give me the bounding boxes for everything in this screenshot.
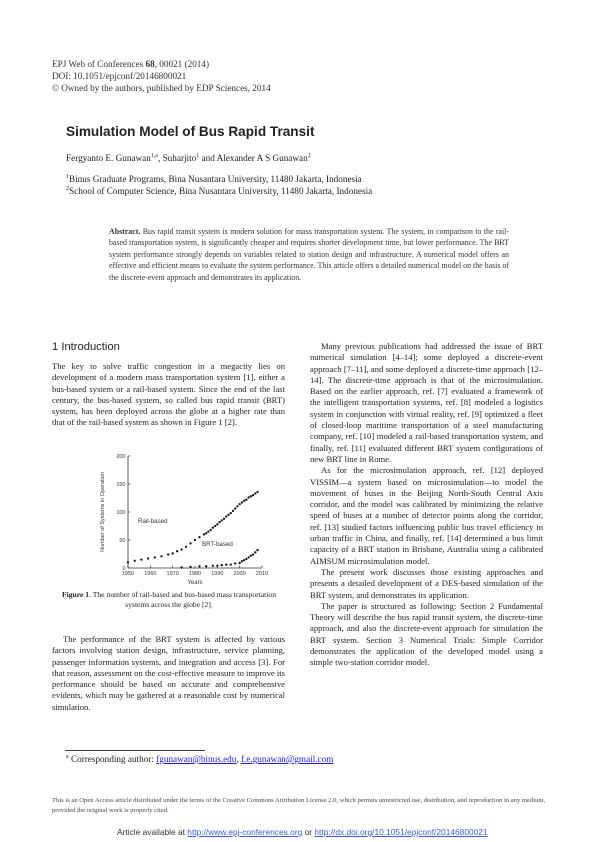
brt-based-point: [189, 566, 191, 568]
license-notice: This is an Open Access article distributed under the terms of the Creative Commons Attribution License 2.0, which permits unrestricted use, distribution, and reproduction in any medium, provided the original work is properly cited.: [52, 797, 546, 815]
x-tick-label: 1970: [166, 571, 179, 577]
rail-based-point: [245, 499, 247, 501]
footnote-rule: [65, 750, 205, 751]
brt-based-point: [239, 562, 241, 564]
brt-based-point: [241, 560, 243, 562]
brt-based-point: [212, 565, 214, 567]
doi-url-link[interactable]: http://dx.doi.org/10.1051/epjconf/20146800021: [314, 827, 488, 837]
rail-based-point: [147, 557, 149, 559]
article-footer: Article available at http://www.epj-conferences.org or http://dx.doi.org/10.1051/epjconf/20146800021: [117, 827, 488, 837]
rail-based-point: [221, 519, 223, 521]
rail-based-point: [252, 494, 254, 496]
running-header: [52, 58, 271, 94]
rail-based-point: [194, 539, 196, 541]
journal-url-link[interactable]: http://www.epj-conferences.org: [187, 827, 303, 837]
brt-based-point: [250, 555, 252, 557]
intro-paragraph-1: The key to solve traffic congestion in a megacity lies on development of a modern mass transportation system [1], either a bus-based system or a rail-based system. Since the end of the last century, the bus-based system, so called bus rapid transit (BRT) system, has been deployed across the globe at a higher rate than that of the rail-based system as shown in Figure 1 [2].: [52, 361, 285, 428]
y-axis-label: Number of Systems in Operation: [100, 472, 106, 552]
brt-based-point: [243, 559, 245, 561]
figure-1-caption: Figure 1. The number of rail-based and bus-based mass transportation systems across the globe [2].: [62, 590, 276, 609]
brt-based-point: [234, 562, 236, 564]
y-tick-label: 200: [116, 454, 126, 460]
brt-based-point: [180, 566, 182, 568]
footnote: $^a$ Corresponding author: fgunawan@binus.edu, f.e.gunawan@gmail.com: [66, 754, 334, 764]
figure-1-chart: [92, 450, 277, 586]
rail-based-point: [232, 510, 234, 512]
rail-based-point: [127, 561, 129, 563]
rail-based-point: [234, 507, 236, 509]
x-tick-label: 2000: [233, 571, 246, 577]
intro-paragraph-2: The performance of the BRT system is affected by various factors involving station design, infrastructure, service planning, passenger information systems, and integration and access [3]. For that reason, assessment on the cost-effective measure to improve its performance should be based on accurate and comprehensive evidents, which may be gathered at a reasonable cost by numerical simulation.: [52, 634, 285, 712]
paper-title: Simulation Model of Bus Rapid Transit: [66, 124, 315, 139]
journal-line: EPJ Web of Conferences 68, 00021 (2014): [52, 59, 210, 69]
rail-based-point: [256, 491, 258, 493]
rail-based-point: [216, 523, 218, 525]
rail-based-point: [254, 492, 256, 494]
rail-based-point: [227, 514, 229, 516]
doi-line: DOI: 10.1051/epjconf/20146800021: [52, 71, 187, 81]
rail-based-point: [212, 527, 214, 529]
rail-based-point: [180, 548, 182, 550]
rail-based-point: [160, 555, 162, 557]
annotation-rail-based: Rail-based: [138, 518, 168, 525]
abstract: Abstract. Bus rapid transit system is modern solution for mass transportation system. The system, in comparison to the rail-based transportation system, is significantly cheaper and requires shorter development time, but lower performance. The BRT system performance strongly depends on variables related to station design and infrastructure. A numerical model offers an effective and efficient means to evaluate the system performance. This article offers a detailed numerical model on the basis of the discrete-event approach and demonstrates its application.: [109, 227, 509, 282]
rail-based-point: [241, 501, 243, 503]
rail-based-point: [207, 530, 209, 532]
rail-based-point: [185, 546, 187, 548]
annotation-brt-based: BRT-based: [202, 541, 233, 548]
right-paragraph-2: As for the microsimulation approach, ref. [12] deployed VISSIM—a system based on microsimulation—to model the movement of buses in the Beijing North-South Central Axis corridor, and the model was calibrated by minimizing the relative speed of buses at a number of detector points along the corridor, ref. [13] studied factors influencing public bus travel efficiency in urban traffic in China, and finally, ref. [14] determined a bus limit capacity of a BRT station in Brisbane, Australia using a calibrated AIMSUM microsimulation model.: [310, 465, 543, 566]
rail-based-point: [203, 533, 205, 535]
brt-based-point: [252, 553, 254, 555]
rail-based-point: [172, 552, 174, 554]
rail-based-point: [140, 558, 142, 560]
brt-based-point: [256, 549, 258, 551]
rail-based-point: [209, 529, 211, 531]
x-tick-label: 2010: [255, 571, 269, 577]
rail-based-point: [205, 532, 207, 534]
brt-based-point: [247, 556, 249, 558]
rail-based-point: [218, 521, 220, 523]
rail-based-point: [214, 525, 216, 527]
email-link-1[interactable]: fgunawan@binus.edu: [156, 754, 237, 764]
rail-based-point: [176, 550, 178, 552]
x-tick-label: 1950: [121, 571, 135, 577]
brt-based-point: [245, 558, 247, 560]
y-tick-label: 150: [116, 482, 126, 488]
brt-based-point: [254, 551, 256, 553]
rail-based-point: [230, 512, 232, 514]
x-tick-label: 1990: [211, 571, 224, 577]
rail-based-point: [225, 515, 227, 517]
brt-based-point: [225, 563, 227, 565]
rail-based-point: [154, 556, 156, 558]
brt-based-point: [230, 563, 232, 565]
x-axis-label: Years: [187, 580, 203, 586]
brt-based-point: [205, 565, 207, 567]
right-paragraph-3: The present work discusses those existing approaches and presents a detailed development of a DES-based simulation of the BRT system, and demonstrates its application.: [310, 566, 543, 600]
affiliation-2: $^2$School of Computer Science, Bina Nusantara University, 11480 Jakarta, Indonesia: [66, 186, 373, 196]
brt-based-point: [221, 564, 223, 566]
section-heading-introduction: 1 Introduction: [52, 341, 120, 353]
affiliation-1: $^1$Binus Graduate Programs, Bina Nusantara University, 11480 Jakarta, Indonesia: [66, 174, 362, 184]
rail-based-point: [167, 553, 169, 555]
email-link-2[interactable]: f.e.gunawan@gmail.com: [240, 754, 334, 764]
rail-based-point: [223, 518, 225, 520]
y-tick-label: 0: [122, 566, 126, 572]
right-paragraph-4: The paper is structured as following: Section 2 Fundamental Theory will describe the bus rapid transit system, the discrete-time approach, and also the discrete-event approach for simulation the BRT system. Section 3 Numerical Trials: Simple Corridor demonstrates the application of the developed model using a simple two-station corridor model.: [310, 600, 543, 668]
right-column-text: [310, 341, 543, 669]
right-paragraph-1: Many previous publications had addressed the issue of BRT numerical simulation [4–14]; some deployed a discrete-event approach [7–11], and some deployed a discrete-time approach [12–14]. The discrete-time approach is that of the microsimulation. Based on the earlier approach, ref. [7] evaluated a framework of the intelligent transportation systems, ref. [8] modeled a logistics system in conjunction with virtual reality, ref. [9] optimized a fleet of closed-loop maritime transportation of a steel manufacturing company, ref. [10] modeled a rail-based transportation system, and finally, ref. [11] evaluated different BRT system configurations of new BRT line in Rome.: [310, 341, 543, 464]
rail-based-point: [134, 560, 136, 562]
copyright-line: © Owned by the authors, published by EDP Sciences, 2014: [52, 83, 271, 93]
brt-based-point: [198, 565, 200, 567]
rail-based-point: [189, 542, 191, 544]
x-tick-label: 1980: [188, 571, 202, 577]
brt-based-point: [216, 565, 218, 567]
y-tick-label: 50: [119, 538, 126, 544]
y-tick-label: 100: [116, 510, 126, 516]
rail-based-point: [198, 536, 200, 538]
rail-based-point: [250, 495, 252, 497]
rail-based-point: [243, 500, 245, 502]
rail-based-point: [247, 496, 249, 498]
author-list: Fergyanto E. Gunawan$^{1,a}$, Suharjito$^1$ and Alexander A S Gunawan$^2$: [66, 153, 311, 163]
x-tick-label: 1960: [144, 571, 157, 577]
rail-based-point: [239, 503, 241, 505]
rail-based-point: [236, 505, 238, 507]
